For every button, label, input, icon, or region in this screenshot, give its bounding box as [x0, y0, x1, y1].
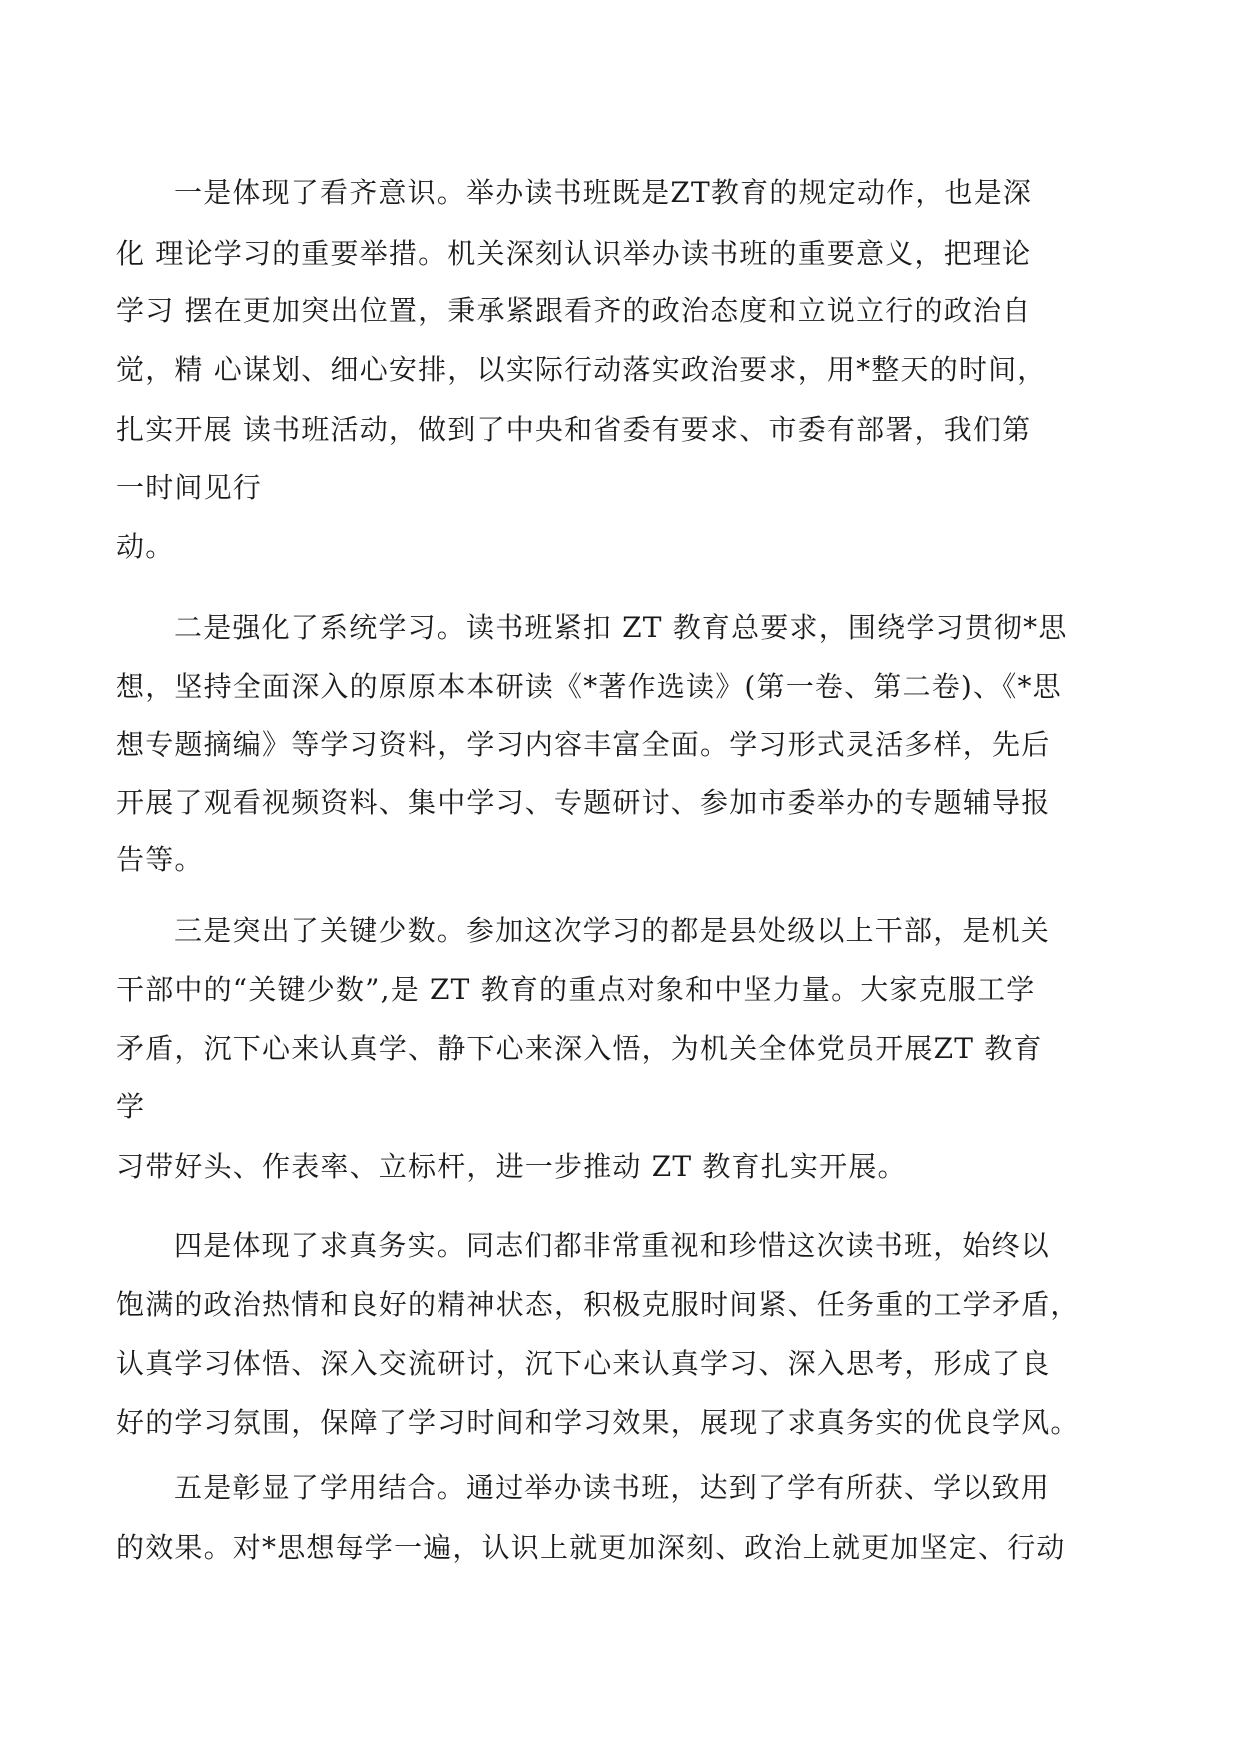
paragraph-line: 觉，精 心谋划、细心安排，以实际行动落实政治要求，用*整天的时间，: [116, 353, 1047, 386]
paragraph-line: 好的学习氛围，保障了学习时间和学习效果，展现了求真务实的优良学风。: [116, 1406, 1080, 1439]
paragraph-line: 四是体现了求真务实。同志们都非常重视和珍惜这次读书班，始终以: [174, 1229, 1051, 1262]
paragraph-line: 一是体现了看齐意识。举办读书班既是ZT教育的规定动作，也是深: [174, 176, 1033, 209]
paragraph-line: 想专题摘编》等学习资料，学习内容丰富全面。学习形式灵活多样，先后: [116, 728, 1051, 761]
paragraph-line: 一时间见行: [116, 471, 263, 504]
paragraph-line: 的效果。对*思想每学一遍，认识上就更加深刻、政治上就更加坚定、行动: [116, 1531, 1066, 1564]
paragraph-line: 干部中的“关键少数”,是 ZT 教育的重点对象和中坚力量。大家克服工学: [116, 973, 1036, 1006]
paragraph-line: 扎实开展 读书班活动，做到了中央和省委有要求、市委有部署，我们第: [116, 413, 1032, 446]
paragraph-line: 三是突出了关键少数。参加这次学习的都是县处级以上干部，是机关: [174, 914, 1051, 947]
paragraph-line: 五是彰显了学用结合。通过举办读书班，达到了学有所获、学以致用: [174, 1471, 1051, 1504]
paragraph-line: 矛盾，沉下心来认真学、静下心来深入悟，为机关全体党员开展ZT 教育: [116, 1032, 1043, 1065]
paragraph-line: 想，坚持全面深入的原原本本研读《*著作选读》(第一卷、第二卷)、《*思: [116, 670, 1062, 703]
paragraph-line: 饱满的政治热情和良好的精神状态，积极克服时间紧、任务重的工学矛盾，: [116, 1288, 1080, 1321]
paragraph-line: 学习 摆在更加突出位置，秉承紧跟看齐的政治态度和立说立行的政治自: [116, 294, 1032, 327]
paragraph-line: 习带好头、作表率、立标杆，进一步推动 ZT 教育扎实开展。: [116, 1150, 907, 1183]
paragraph-line: 开展了观看视频资料、集中学习、专题研讨、参加市委举办的专题辅导报: [116, 786, 1051, 819]
paragraph-line: 化 理论学习的重要举措。机关深刻认识举办读书班的重要意义，把理论: [116, 237, 1032, 270]
paragraph-line: 二是强化了系统学习。读书班紧扣 ZT 教育总要求，围绕学习贯彻*思: [174, 611, 1068, 644]
paragraph-line: 认真学习体悟、深入交流研讨，沉下心来认真学习、深入思考，形成了良: [116, 1347, 1051, 1380]
paragraph-line: 学: [116, 1090, 146, 1123]
paragraph-line: 告等。: [116, 843, 204, 876]
paragraph-line: 动。: [116, 530, 175, 563]
